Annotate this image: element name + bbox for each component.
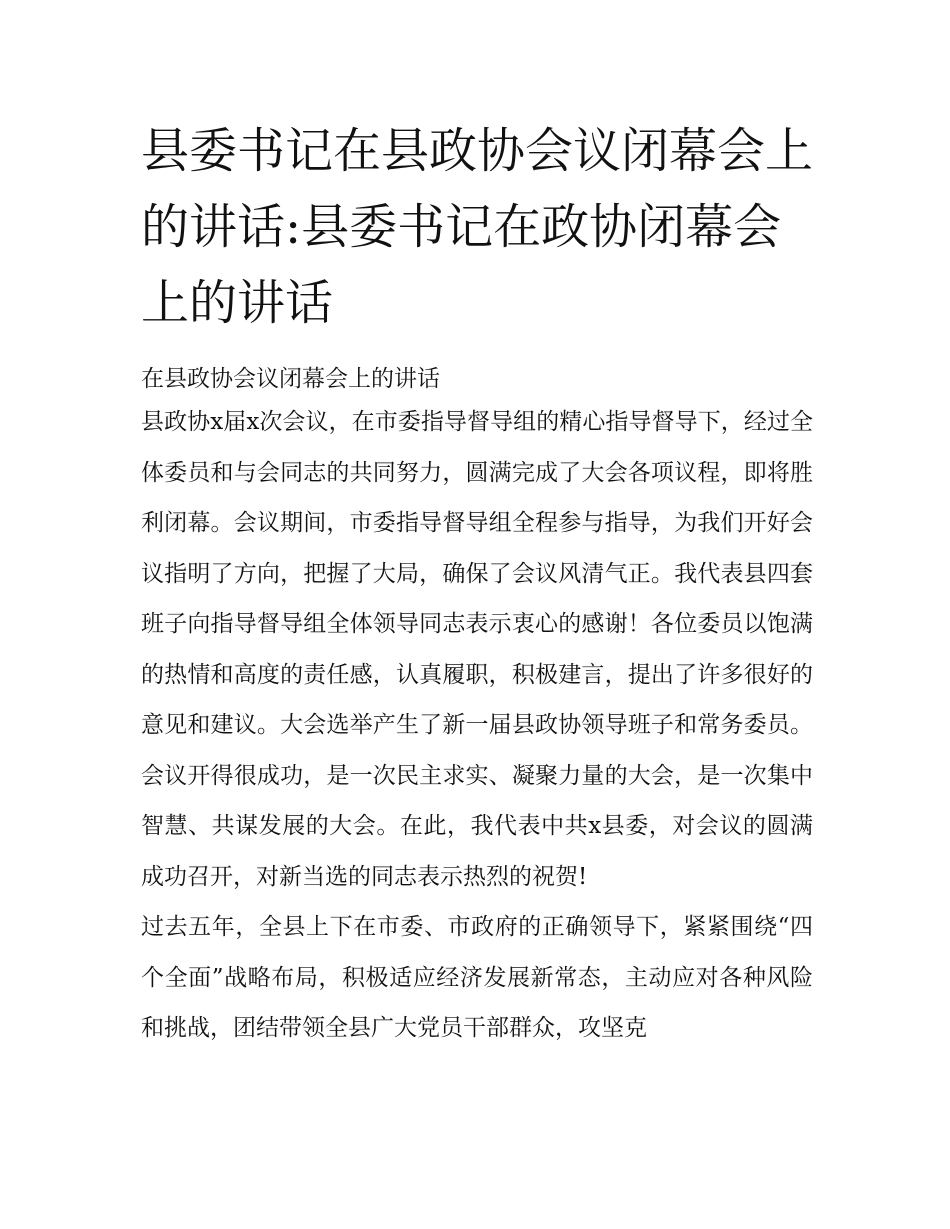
document-title: 县委书记在县政协会议闭幕会上的讲话:县委书记在政协闭幕会上的讲话 — [141, 123, 814, 331]
document-content — [141, 113, 813, 1054]
speech-subheading: 在县政协会议闭幕会上的讲话 — [141, 366, 440, 392]
body-paragraph-2: 过去五年，全县上下在市委、市政府的正确领导下，紧紧围绕“四个全面”战略布局，积极适应经济发展新常态，主动应对各种风险和挑战，团结带领全县广大党员干部群众，攻坚克 — [141, 914, 813, 1041]
body-paragraph-1: 县政协x届x次会议，在市委指导督导组的精心指导督导下，经过全体委员和与会同志的共同努力，圆满完成了大会各项议程，即将胜利闭幕。会议期间，市委指导督导组全程参与指导，为我们开好会议指明了方向，把握了大局，确保了会议风清气正。我代表县四套班子向指导督导组全体领导同志表示衷心的感谢！各位委员以饱满的热情和高度的责任感，认真履职，积极建言，提出了许多很好的意见和建议。大会选举产生了新一届县政协领导班子和常务委员。会议开得很成功，是一次民主求实、凝聚力量的大会，是一次集中智慧、共谋发展的大会。在此，我代表中共x县委，对会议的圆满成功召开，对新当选的同志表示热烈的祝贺! — [141, 409, 813, 890]
